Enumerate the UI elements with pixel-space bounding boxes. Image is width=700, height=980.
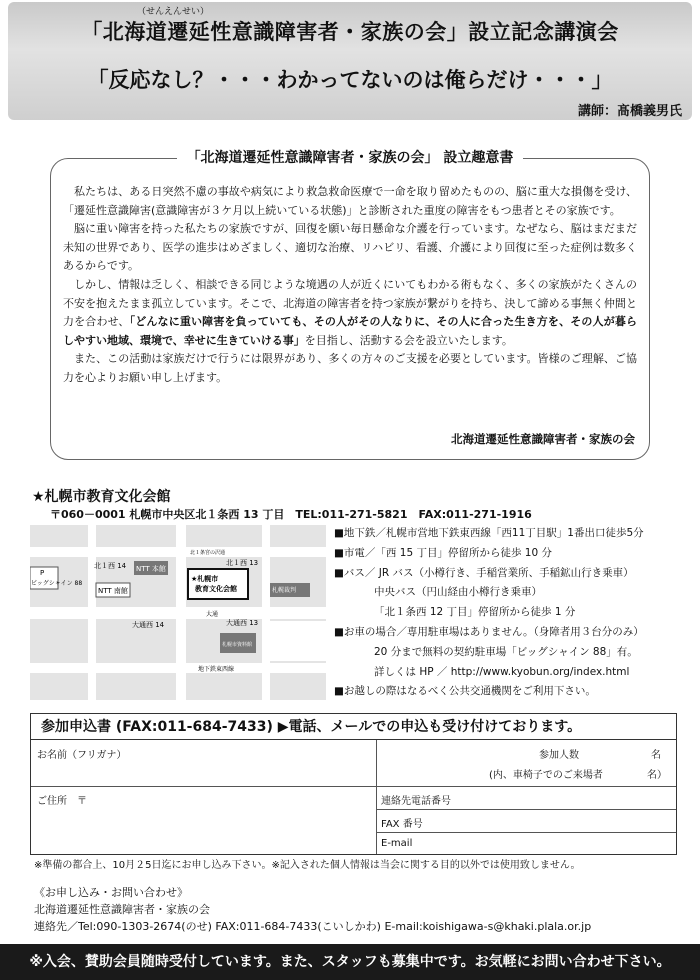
membership-footer: ※入会、賛助会員随時受付しています。また、スタッフも募集中です。お気軽にお問い合わせ下さい。 — [0, 944, 700, 980]
lecture-title: 「反応なし？・・・わかってないのは俺らだけ・・・」 — [87, 68, 613, 92]
access-line: 中央バス（円山経由小樽行き乗車） — [374, 586, 542, 599]
prospectus-signature: 北海道遷延性意識障害者・家族の会 — [451, 432, 635, 446]
map-label: P — [40, 569, 45, 577]
prospectus-body — [63, 183, 637, 388]
wheelchair-label: (内、車椅子でのご来場者 — [489, 770, 603, 781]
map-label: 大通 — [206, 611, 219, 618]
email-field[interactable]: E-mail — [381, 838, 413, 849]
wheelchair-unit: 名） — [647, 770, 667, 781]
map-label: 札幌裁判 — [272, 587, 297, 594]
map-label: 札幌市資料館 — [222, 642, 253, 648]
access-line: 詳しくは HP ／ http://www.kyobun.org/index.html — [374, 665, 630, 678]
access-info — [334, 524, 694, 702]
contact-heading: 《お申し込み・お問い合わせ》 — [34, 886, 188, 899]
prospectus-paragraph: 脳に重い障害を持った私たちの家族ですが、回復を願い毎日懸命な介護を行っています。なぜなら、脳はまだまだ未知の世界であり、医学の進歩はめざましく、適切な治療、リハビリ、看護、介護により回復に至った症例は数多くあるからです。 — [63, 222, 637, 273]
map-label: 北１条宮の沢通 — [190, 550, 226, 556]
prospectus-paragraph: また、この活動は家族だけで行うには限界があり、多くの方々のご支援を必要としています。皆様のご理解、ご協力を心よりお願い申し上げます。 — [63, 352, 637, 384]
map-label: 地下鉄東西線 — [198, 666, 235, 673]
prospectus-title: 「北海道遷延性意識障害者・家族の会」 設立趣意書 — [177, 150, 524, 166]
speaker-name: 講師：髙橋義男氏 — [577, 104, 682, 119]
contact-info — [34, 884, 591, 935]
contact-org: 北海道遷延性意識障害者・家族の会 — [34, 903, 210, 916]
map-label: 北１西 14 — [94, 562, 127, 570]
map-label: 大通西 14 — [132, 621, 165, 629]
access-line: ■市電／「西 15 丁目」停留所から徒歩 10 分 — [334, 546, 552, 559]
map-label: NTT 本館 — [136, 565, 166, 573]
prospectus-paragraph: 私たちは、ある日突然不慮の事故や病気により救急救命医療で一命を取り留めたものの、脳に重大な損傷を受け、「遷延性意識障害(意識障害が３ケ月以上続いている状態)」と診断された重度の障害をもつ患者とその家族です。 — [63, 185, 637, 217]
address-field[interactable]: ご住所 〒 — [37, 796, 87, 807]
application-form — [30, 713, 677, 855]
phone-field[interactable]: 連絡先電話番号 — [381, 796, 451, 807]
deadline-note: ※準備の都合上、10月２5日迄にお申し込み下さい。※記入された個人情報は当会に関する目的以外では使用致しません。 — [34, 860, 581, 871]
access-line: ■バス／ JR バス（小樽行き、手稲営業所、手稲鉱山行き乗車） — [334, 566, 634, 579]
prospectus-paragraph: しかし、情報は乏しく、相談できる同じような境遇の人が近くにいてもわかる術もなく、多くの家族がたくさんの不安を抱えたまま孤立しています。そこで、北海道の障害者を持つ家族が繋がりを持ち、決して諦める事無く仲間と力を合わせ、「どんなに重い障害を負っていても、その人がその人なりに、その人に合った生き方を、その人が暮らしやすい地域、環境で、幸せに生きていける事」を目指し、活動する会を設立いたします。 — [63, 277, 637, 347]
title-ruby: （せんえんせい） — [136, 7, 209, 17]
prospectus-box — [50, 150, 650, 460]
event-title: 「北海道遷延性意識障害者・家族の会」設立記念講演会 — [81, 20, 619, 44]
access-line: ■お越しの際はなるべく公共交通機関をご利用下さい。 — [334, 685, 596, 698]
map-label: 北１西 13 — [226, 559, 259, 567]
attendees-unit: 名 — [651, 750, 661, 761]
access-line: 「北１条西 12 丁目」停留所から徒歩 1 分 — [374, 606, 576, 619]
map-label: NTT 南館 — [98, 587, 128, 595]
svg-text:教育文化会館: 教育文化会館 — [195, 585, 237, 593]
fax-field[interactable]: FAX 番号 — [381, 819, 423, 830]
name-field[interactable]: お名前（フリガナ） — [37, 750, 127, 761]
venue-map — [30, 525, 326, 700]
map-label: ビッグシャイン 88 — [31, 580, 83, 587]
form-header: 参加申込書 (FAX:011-684-7433) ▶電話、メールでの申込も受け付けております。 — [31, 714, 676, 740]
access-line: 20 分まで無料の契約駐車場「ビッグシャイン 88」有。 — [374, 645, 638, 658]
prospectus-emphasis: 「どんなに重い障害を負っていても、その人がその人なりに、その人に合った生き方を、その人が暮らしやすい地域、環境で、幸せに生きていける事」 — [63, 315, 637, 347]
attendees-label: 参加人数 — [539, 750, 579, 761]
venue-name: ★札幌市教育文化会館 — [32, 489, 171, 505]
header-banner — [8, 2, 692, 120]
contact-details: 連絡先／Tel:090-1303-2674(のせ) FAX:011-684-7433(こいしかわ) E-mail:koishigawa-s@khaki.plala.or.jp — [34, 920, 592, 933]
map-label: 大通西 13 — [226, 619, 259, 627]
access-line: ■地下鉄／札幌市営地下鉄東西線「西11丁目駅」1番出口徒歩5分 — [334, 527, 644, 539]
venue-address: 〒060－0001 札幌市中央区北１条西 13 丁目 TEL:011-271-5821 FAX:011-271-1916 — [50, 508, 532, 521]
map-venue-label: ★札幌市 — [191, 575, 219, 583]
access-line: ■お車の場合／専用駐車場はありません。（身障者用３台分のみ） — [334, 625, 644, 638]
